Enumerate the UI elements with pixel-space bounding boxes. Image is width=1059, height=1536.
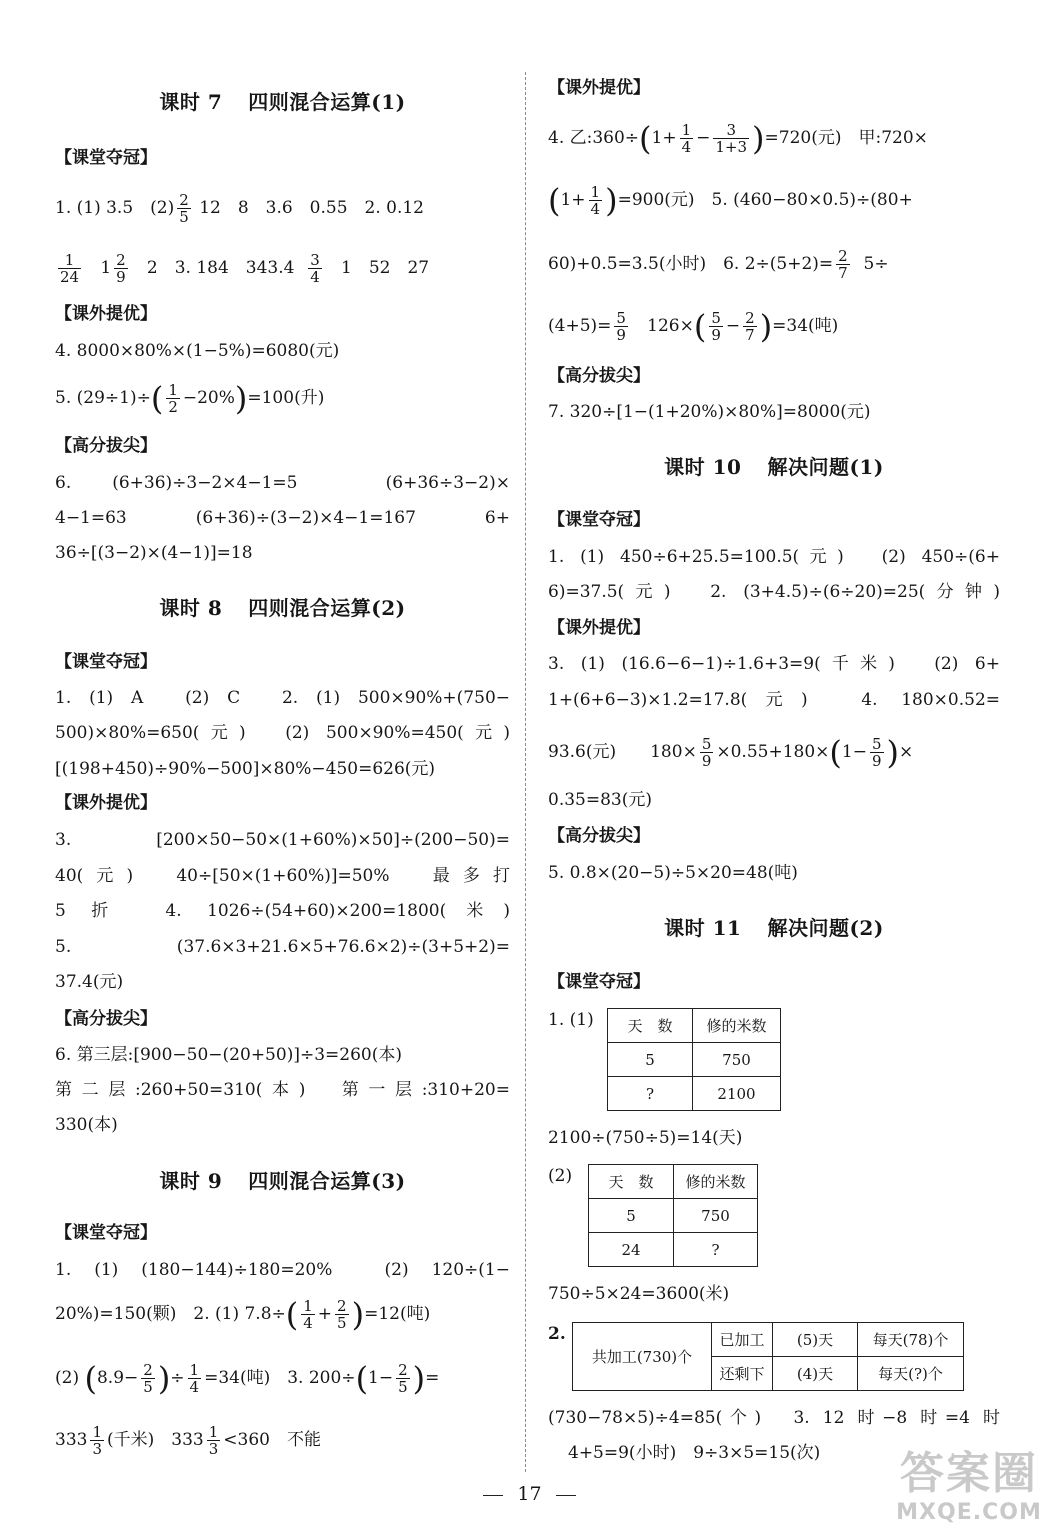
fraction: $\frac{5}{9}$ — [711, 309, 721, 344]
fraction: $\frac{2}{7}$ — [838, 247, 848, 282]
table-cell: 2100 — [693, 1077, 781, 1111]
watermark-title: 答案圈 — [900, 1448, 1038, 1499]
answer-line: 333 $\frac{1}{3}$ (千米) 333 $\frac{1}{3}$ <360 不能 — [55, 1423, 321, 1458]
table-cell: 修的米数 — [693, 1009, 781, 1043]
table-cell: ? — [608, 1077, 693, 1111]
answer-line: 1. (1) A (2) C 2. (1) 500×90%+(750− — [55, 688, 510, 708]
fraction: $\frac{3}{1+3}$ — [715, 121, 748, 156]
watermark-logo — [889, 1448, 1049, 1530]
section-ketang: 【课堂夺冠】 — [55, 148, 157, 168]
fraction: $\frac{5}{9}$ — [616, 309, 626, 344]
answer-line: 6)=37.5(元) 2. (3+4.5)÷(6÷20)=25(分钟) — [548, 582, 1000, 602]
fraction: $\frac{1}{4}$ — [189, 1361, 200, 1396]
table-cell: 5 — [589, 1199, 674, 1233]
fraction: $\frac{5}{9}$ — [871, 735, 882, 770]
fraction: $\frac{2}{5}$ — [398, 1361, 408, 1396]
table-cell: 750 — [693, 1043, 781, 1077]
section-ketang: 【课堂夺冠】 — [55, 1223, 157, 1243]
answer-line: 36÷[(3−2)×(4−1)]=18 — [55, 543, 253, 563]
section-kewai: 【课外提优】 — [55, 793, 157, 813]
lesson-9-heading: 课时 9 四则混合运算(3) — [159, 1169, 406, 1193]
table-cell: 每天(?)个 — [858, 1357, 964, 1391]
table-cell: (5)天 — [773, 1323, 858, 1357]
answer-line: (730−78×5)÷4=85(个) 3. 12 时−8 时=4 时 — [548, 1408, 1000, 1428]
answer-line: 4. 乙:360÷(1+ $\frac{1}{4}$ − $\frac{3}{1+3}$ )=720(元) 甲:720× — [548, 119, 928, 158]
answer-line: 750÷5×24=3600(米) — [548, 1284, 730, 1304]
table-cell: 共加工(730)个 — [573, 1323, 712, 1391]
table-cell: ? — [674, 1233, 758, 1267]
fraction: $\frac{2}{7}$ — [745, 309, 755, 344]
answer-line: 20%)=150(颗) 2. (1) 7.8÷( $\frac{1}{4}$ + $\frac{2}{5}$ )=12(吨) — [55, 1295, 431, 1334]
question-label: (2) — [548, 1166, 573, 1186]
answer-line: 6. 第三层:[900−50−(20+50)]÷3=260(本) — [55, 1045, 402, 1065]
table-cell: 24 — [589, 1233, 674, 1267]
lesson-8-heading: 课时 8 四则混合运算(2) — [159, 596, 406, 620]
answer-line: 0.35=83(元) — [548, 790, 652, 810]
answer-line: 第二层:260+50=310(本) 第一层:310+20= — [55, 1080, 510, 1100]
answer-line: 1. (1) 450÷6+25.5=100.5(元) (2) 450÷(6+ — [548, 547, 1000, 567]
fraction: $\frac{5}{9}$ — [701, 735, 712, 770]
table-cell: 天 数 — [608, 1009, 693, 1043]
answer-line: 7. 320÷[1−(1+20%)×80%]=8000(元) — [548, 402, 871, 422]
table-cell: 5 — [608, 1043, 693, 1077]
table-cell: 天 数 — [589, 1165, 674, 1199]
section-gaofen: 【高分拔尖】 — [55, 1009, 157, 1029]
data-table — [607, 1008, 781, 1111]
answer-line: 1+(6+6−3)×1.2=17.8(元) 4. 180×0.52= — [548, 690, 1000, 710]
process-table — [572, 1322, 964, 1391]
section-kewai: 【课外提优】 — [55, 304, 157, 324]
answer-line: 60)+0.5=3.5(小时) 6. 2÷(5+2)= $\frac{2}{7}$ 5÷ — [548, 247, 889, 282]
answer-line: 5. 0.8×(20−5)÷5×20=48(吨) — [548, 863, 798, 883]
table-cell: 每天(78)个 — [858, 1323, 964, 1357]
fraction: $\frac{1}{24}$ — [60, 251, 80, 286]
fraction: $\frac{1}{4}$ — [590, 183, 601, 218]
answer-line: 37.4(元) — [55, 972, 124, 992]
fraction: $\frac{2}{5}$ — [143, 1361, 153, 1396]
section-gaofen: 【高分拔尖】 — [548, 826, 650, 846]
answer-line: 3. [200×50−50×(1+60%)×50]÷(200−50)= — [55, 830, 510, 850]
table-cell: (4)天 — [773, 1357, 858, 1391]
table-cell: 750 — [674, 1199, 758, 1233]
answer-line: 1. (1) 3.5 (2) $\frac{2}{5}$ 12 8 3.6 0.55 2. 0.12 — [55, 191, 424, 226]
answer-line: 330(本) — [55, 1115, 118, 1135]
lesson-10-heading: 课时 10 解决问题(1) — [664, 455, 884, 479]
fraction: $\frac{2}{5}$ — [337, 1297, 347, 1332]
fraction: $\frac{3}{4}$ — [310, 251, 320, 286]
question-label: 1. (1) — [548, 1010, 594, 1030]
answer-line: 5. (37.6×3+21.6×5+76.6×2)÷(3+5+2)= — [55, 937, 510, 957]
answer-line: [(198+450)÷90%−500]×80%−450=626(元) — [55, 759, 436, 779]
answer-line: 5. (29÷1)÷( $\frac{1}{2}$ −20%)=100(升) — [55, 379, 325, 418]
watermark-url: MXQE.COM — [896, 1500, 1042, 1525]
answer-line: 93.6(元) 180× $\frac{5}{9}$ ×0.55+180×(1− $\frac{5}{9}$ )× — [548, 733, 914, 772]
answer-line: 4. 8000×80%×(1−5%)=6080(元) — [55, 341, 340, 361]
table-cell: 已加工 — [712, 1323, 773, 1357]
answer-line: 500)×80%=650(元) (2) 500×90%=450(元) — [55, 723, 510, 743]
section-kewai: 【课外提优】 — [548, 78, 650, 98]
section-ketang: 【课堂夺冠】 — [548, 510, 650, 530]
fraction: $\frac{1}{3}$ — [208, 1423, 219, 1458]
section-ketang: 【课堂夺冠】 — [548, 972, 650, 992]
section-gaofen: 【高分拔尖】 — [548, 366, 650, 386]
answer-line: (1+ $\frac{1}{4}$ )=900(元) 5. (460−80×0.5)÷(80+ — [548, 181, 913, 220]
answer-line: 5 折 4. 1026÷(54+60)×200=1800(米) — [55, 901, 510, 921]
table-cell: 修的米数 — [674, 1165, 758, 1199]
column-divider — [525, 72, 526, 1472]
table-cell: 还剩下 — [712, 1357, 773, 1391]
answer-line: 3. (1) (16.6−6−1)÷1.6+3=9(千米) (2) 6+ — [548, 654, 1000, 674]
page-number: 17 — [0, 1482, 1059, 1506]
question-label: 2. — [548, 1324, 566, 1344]
answer-line: 4−1=63 (6+36)÷(3−2)×4−1=167 6+ — [55, 508, 510, 528]
fraction: $\frac{1}{3}$ — [92, 1423, 102, 1458]
answer-line: (2) (8.9− $\frac{2}{5}$ )÷ $\frac{1}{4}$ =34(吨) 3. 200÷(1− $\frac{2}{5}$ )= — [55, 1359, 440, 1398]
fraction: $\frac{2}{9}$ — [116, 251, 126, 286]
fraction: $\frac{2}{5}$ — [179, 191, 189, 226]
section-ketang: 【课堂夺冠】 — [55, 652, 157, 672]
lesson-7-heading: 课时 7 四则混合运算(1) — [159, 90, 406, 114]
answer-line: 6. (6+36)÷3−2×4−1=5 (6+36÷3−2)× — [55, 473, 510, 493]
answer-line: 40(元) 40÷[50×(1+60%)]=50% 最多打 — [55, 866, 510, 886]
data-table — [588, 1164, 758, 1267]
fraction: $\frac{1}{4}$ — [303, 1297, 313, 1332]
fraction: $\frac{1}{2}$ — [168, 381, 178, 416]
section-kewai: 【课外提优】 — [548, 618, 650, 638]
answer-line: 1. (1) (180−144)÷180=20% (2) 120÷(1− — [55, 1260, 510, 1280]
lesson-11-heading: 课时 11 解决问题(2) — [664, 916, 884, 940]
answer-line: 4+5=9(小时) 9÷3×5=15(次) — [568, 1443, 821, 1463]
answer-line: (4+5)= $\frac{5}{9}$ 126×( $\frac{5}{9}$ − $\frac{2}{7}$ )=34(吨) — [548, 307, 839, 346]
section-gaofen: 【高分拔尖】 — [55, 436, 157, 456]
answer-line: 2100÷(750÷5)=14(天) — [548, 1128, 743, 1148]
fraction: $\frac{1}{4}$ — [681, 121, 692, 156]
answer-line: $\frac{1}{24}$ 1 $\frac{2}{9}$ 2 3. 184 343.4 $\frac{3}{4}$ 1 52 27 — [60, 251, 430, 286]
